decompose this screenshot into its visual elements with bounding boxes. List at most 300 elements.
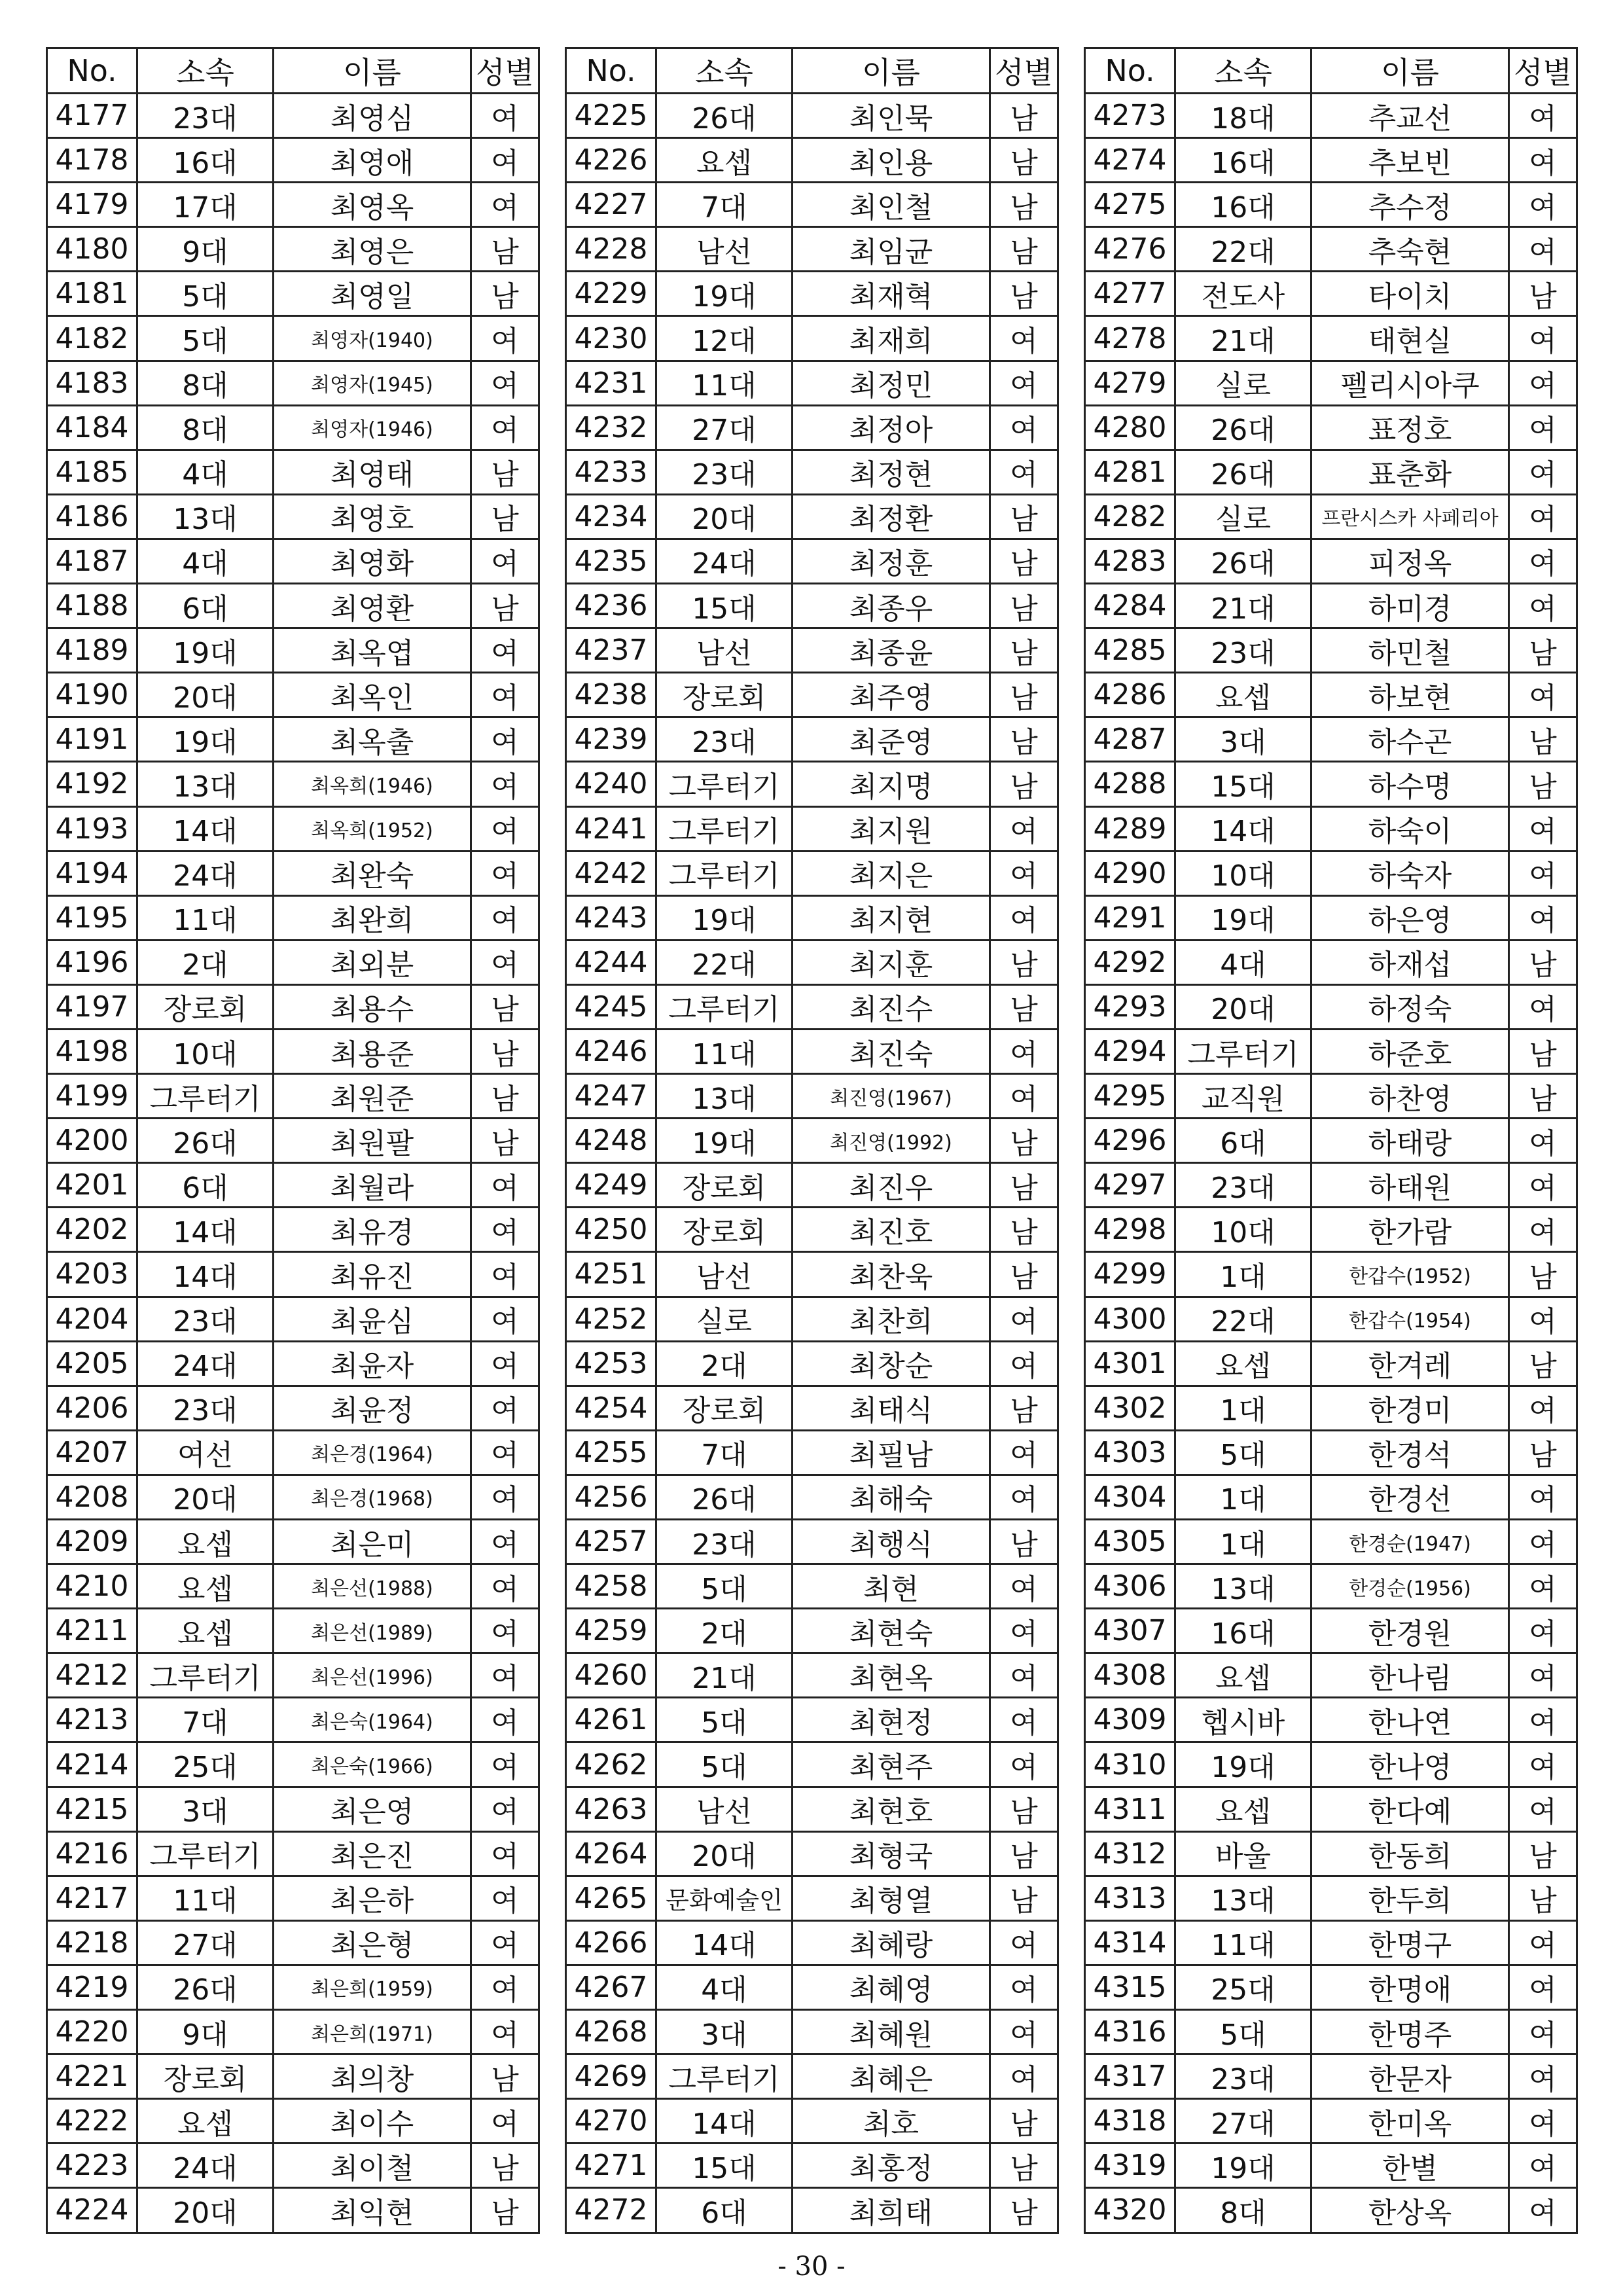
table-row — [1085, 1475, 1577, 1519]
table-row — [1085, 1831, 1577, 1876]
cell-gender: 여 — [1509, 227, 1577, 272]
cell-no: 4199 — [47, 1074, 137, 1119]
cell-no: 4229 — [566, 272, 656, 316]
cell-no: 4184 — [47, 405, 137, 450]
table-row — [47, 895, 539, 940]
cell-affiliation: 8대 — [137, 361, 274, 405]
cell-affiliation: 5대 — [137, 316, 274, 361]
cell-gender: 여 — [1509, 539, 1577, 583]
cell-no: 4294 — [1085, 1029, 1175, 1073]
cell-affiliation: 1대 — [1175, 1386, 1311, 1430]
cell-no: 4216 — [47, 1831, 137, 1876]
cell-affiliation: 14대 — [137, 806, 274, 851]
cell-affiliation: 15대 — [1175, 762, 1311, 806]
table-row — [1085, 1252, 1577, 1297]
cell-affiliation: 16대 — [1175, 138, 1311, 183]
cell-affiliation: 26대 — [137, 1119, 274, 1163]
table-row — [47, 361, 539, 405]
cell-gender: 여 — [990, 1475, 1058, 1519]
cell-no: 4253 — [566, 1341, 656, 1386]
table-row — [47, 2054, 539, 2099]
cell-affiliation: 11대 — [656, 1029, 793, 1073]
cell-name: 최지은 — [793, 851, 990, 895]
cell-no: 4231 — [566, 361, 656, 405]
cell-affiliation: 7대 — [656, 183, 793, 227]
cell-name: 최준영 — [793, 717, 990, 762]
cell-affiliation: 장로회 — [656, 1208, 793, 1252]
cell-no: 4243 — [566, 895, 656, 940]
cell-name: 한상옥 — [1311, 2188, 1509, 2233]
header-gender: 성별 — [990, 48, 1058, 94]
cell-gender: 남 — [1509, 1831, 1577, 1876]
cell-no: 4218 — [47, 1920, 137, 1965]
table-row — [1085, 2010, 1577, 2054]
cell-no: 4257 — [566, 1520, 656, 1564]
cell-affiliation: 남선 — [656, 227, 793, 272]
table-row — [1085, 539, 1577, 583]
cell-no: 4179 — [47, 183, 137, 227]
table-row — [566, 450, 1058, 494]
cell-affiliation: 25대 — [137, 1742, 274, 1787]
cell-gender: 여 — [471, 1742, 539, 1787]
cell-no: 4242 — [566, 851, 656, 895]
cell-name: 한명애 — [1311, 1965, 1509, 2009]
table-row — [566, 138, 1058, 183]
cell-no: 4268 — [566, 2010, 656, 2054]
table-row — [1085, 762, 1577, 806]
cell-gender: 여 — [471, 183, 539, 227]
cell-affiliation: 19대 — [656, 272, 793, 316]
cell-no: 4189 — [47, 628, 137, 673]
cell-name: 하숙자 — [1311, 851, 1509, 895]
cell-gender: 여 — [471, 628, 539, 673]
table-row — [566, 1430, 1058, 1475]
cell-affiliation: 24대 — [137, 851, 274, 895]
cell-name: 한갑수(1952) — [1311, 1252, 1509, 1297]
table-row — [566, 984, 1058, 1029]
cell-gender: 여 — [1509, 1520, 1577, 1564]
cell-affiliation: 11대 — [656, 361, 793, 405]
cell-gender: 남 — [471, 584, 539, 628]
cell-name: 최현 — [793, 1564, 990, 1609]
cell-no: 4178 — [47, 138, 137, 183]
cell-affiliation: 14대 — [137, 1252, 274, 1297]
cell-affiliation: 20대 — [656, 1831, 793, 1876]
cell-no: 4235 — [566, 539, 656, 583]
cell-no: 4215 — [47, 1787, 137, 1831]
table-row — [47, 1653, 539, 1698]
cell-gender: 여 — [990, 851, 1058, 895]
table-row — [1085, 806, 1577, 851]
cell-no: 4217 — [47, 1876, 137, 1920]
cell-affiliation: 그루터기 — [137, 1074, 274, 1119]
cell-affiliation: 20대 — [1175, 984, 1311, 1029]
cell-name: 최종우 — [793, 584, 990, 628]
cell-name: 최외분 — [274, 940, 471, 984]
cell-gender: 여 — [471, 94, 539, 138]
table-row — [47, 1386, 539, 1430]
cell-name: 하보현 — [1311, 673, 1509, 717]
cell-gender: 여 — [1509, 1787, 1577, 1831]
cell-name: 최필남 — [793, 1430, 990, 1475]
cell-no: 4177 — [47, 94, 137, 138]
cell-affiliation: 9대 — [137, 227, 274, 272]
cell-name: 최인철 — [793, 183, 990, 227]
cell-gender: 남 — [1509, 1341, 1577, 1386]
cell-gender: 여 — [1509, 1475, 1577, 1519]
table-row — [566, 1341, 1058, 1386]
cell-gender: 여 — [471, 1208, 539, 1252]
table-row — [1085, 1609, 1577, 1653]
cell-gender: 여 — [990, 1564, 1058, 1609]
cell-no: 4293 — [1085, 984, 1175, 1029]
cell-name: 최희태 — [793, 2188, 990, 2233]
cell-name: 최은숙(1966) — [274, 1742, 471, 1787]
cell-name: 최옥엽 — [274, 628, 471, 673]
cell-affiliation: 23대 — [656, 717, 793, 762]
table-row — [566, 1564, 1058, 1609]
cell-gender: 여 — [471, 1965, 539, 2009]
cell-affiliation: 요셉 — [137, 2099, 274, 2144]
cell-name: 최영일 — [274, 272, 471, 316]
table-row — [47, 405, 539, 450]
cell-gender: 여 — [990, 806, 1058, 851]
cell-no: 4251 — [566, 1252, 656, 1297]
member-table-1 — [46, 47, 540, 2234]
table-row — [566, 2054, 1058, 2099]
cell-no: 4318 — [1085, 2099, 1175, 2144]
cell-affiliation: 7대 — [656, 1430, 793, 1475]
cell-no: 4211 — [47, 1609, 137, 1653]
table-row — [1085, 1653, 1577, 1698]
cell-affiliation: 14대 — [656, 2099, 793, 2144]
cell-no: 4286 — [1085, 673, 1175, 717]
cell-no: 4300 — [1085, 1297, 1175, 1341]
cell-gender: 여 — [471, 1430, 539, 1475]
cell-name: 최은진 — [274, 1831, 471, 1876]
cell-name: 한별 — [1311, 2144, 1509, 2188]
cell-gender: 여 — [471, 1341, 539, 1386]
cell-name: 하숙이 — [1311, 806, 1509, 851]
cell-name: 표정호 — [1311, 405, 1509, 450]
cell-gender: 여 — [471, 1163, 539, 1208]
cell-affiliation: 5대 — [656, 1742, 793, 1787]
table-row — [566, 183, 1058, 227]
cell-no: 4208 — [47, 1475, 137, 1519]
cell-gender: 여 — [1509, 450, 1577, 494]
cell-name: 최형국 — [793, 1831, 990, 1876]
cell-gender: 남 — [990, 1252, 1058, 1297]
cell-affiliation: 19대 — [1175, 895, 1311, 940]
cell-name: 최영애 — [274, 138, 471, 183]
cell-name: 최옥희(1952) — [274, 806, 471, 851]
cell-no: 4213 — [47, 1698, 137, 1742]
cell-name: 최은선(1996) — [274, 1653, 471, 1698]
table-row — [47, 1163, 539, 1208]
header-name: 이름 — [793, 48, 990, 94]
cell-gender: 여 — [1509, 138, 1577, 183]
cell-name: 최영심 — [274, 94, 471, 138]
cell-no: 4255 — [566, 1430, 656, 1475]
cell-affiliation: 6대 — [137, 1163, 274, 1208]
cell-name: 하은영 — [1311, 895, 1509, 940]
table-row — [566, 628, 1058, 673]
cell-no: 4222 — [47, 2099, 137, 2144]
cell-affiliation: 6대 — [137, 584, 274, 628]
cell-affiliation: 21대 — [1175, 316, 1311, 361]
table-row — [47, 272, 539, 316]
table-row — [47, 1876, 539, 1920]
cell-gender: 여 — [1509, 2188, 1577, 2233]
cell-gender: 남 — [471, 2188, 539, 2233]
cell-affiliation: 19대 — [1175, 1742, 1311, 1787]
cell-name: 최지훈 — [793, 940, 990, 984]
cell-name: 최재희 — [793, 316, 990, 361]
cell-no: 4209 — [47, 1520, 137, 1564]
table-row — [47, 539, 539, 583]
table-row — [47, 1520, 539, 1564]
cell-affiliation: 장로회 — [137, 2054, 274, 2099]
cell-affiliation: 26대 — [656, 1475, 793, 1519]
table-row — [47, 1252, 539, 1297]
cell-affiliation: 14대 — [656, 1920, 793, 1965]
cell-affiliation: 27대 — [656, 405, 793, 450]
table-row — [566, 851, 1058, 895]
cell-no: 4190 — [47, 673, 137, 717]
cell-affiliation: 16대 — [1175, 183, 1311, 227]
table-row — [47, 806, 539, 851]
cell-name: 하민철 — [1311, 628, 1509, 673]
table-row — [566, 1475, 1058, 1519]
cell-name: 한미옥 — [1311, 2099, 1509, 2144]
cell-name: 한경선 — [1311, 1475, 1509, 1519]
cell-name: 최옥희(1946) — [274, 762, 471, 806]
cell-no: 4297 — [1085, 1163, 1175, 1208]
cell-no: 4241 — [566, 806, 656, 851]
table-row — [1085, 94, 1577, 138]
cell-no: 4193 — [47, 806, 137, 851]
cell-affiliation: 요셉 — [1175, 1787, 1311, 1831]
cell-gender: 여 — [990, 1074, 1058, 1119]
cell-name: 최은숙(1964) — [274, 1698, 471, 1742]
cell-no: 4247 — [566, 1074, 656, 1119]
cell-name: 최영옥 — [274, 183, 471, 227]
cell-affiliation: 22대 — [1175, 1297, 1311, 1341]
cell-affiliation: 4대 — [137, 450, 274, 494]
cell-gender: 여 — [471, 1609, 539, 1653]
cell-gender: 남 — [990, 227, 1058, 272]
cell-gender: 여 — [1509, 1965, 1577, 2009]
cell-no: 4245 — [566, 984, 656, 1029]
table-row — [566, 361, 1058, 405]
cell-affiliation: 22대 — [656, 940, 793, 984]
cell-affiliation: 요셉 — [137, 1609, 274, 1653]
cell-gender: 남 — [471, 227, 539, 272]
cell-no: 4291 — [1085, 895, 1175, 940]
cell-no: 4221 — [47, 2054, 137, 2099]
table-row — [47, 762, 539, 806]
table-row — [566, 1742, 1058, 1787]
table-row — [566, 1698, 1058, 1742]
cell-gender: 남 — [1509, 762, 1577, 806]
cell-no: 4308 — [1085, 1653, 1175, 1698]
table-row — [47, 1831, 539, 1876]
table-row — [1085, 984, 1577, 1029]
cell-affiliation: 3대 — [137, 1787, 274, 1831]
cell-no: 4232 — [566, 405, 656, 450]
cell-no: 4285 — [1085, 628, 1175, 673]
cell-name: 태현실 — [1311, 316, 1509, 361]
cell-name: 최현주 — [793, 1742, 990, 1787]
cell-no: 4230 — [566, 316, 656, 361]
cell-name: 최홍정 — [793, 2144, 990, 2188]
table-row — [47, 851, 539, 895]
table-row — [47, 1787, 539, 1831]
cell-gender: 남 — [990, 1876, 1058, 1920]
cell-no: 4246 — [566, 1029, 656, 1073]
cell-gender: 여 — [471, 1876, 539, 1920]
cell-no: 4312 — [1085, 1831, 1175, 1876]
cell-gender: 남 — [990, 1520, 1058, 1564]
table-row — [47, 1430, 539, 1475]
table-row — [566, 1520, 1058, 1564]
cell-affiliation: 13대 — [656, 1074, 793, 1119]
table-row — [566, 806, 1058, 851]
cell-affiliation: 그루터기 — [1175, 1029, 1311, 1073]
cell-gender: 여 — [990, 1297, 1058, 1341]
cell-gender: 여 — [471, 1520, 539, 1564]
cell-name: 최익현 — [274, 2188, 471, 2233]
table-row — [47, 584, 539, 628]
cell-name: 최의창 — [274, 2054, 471, 2099]
cell-gender: 남 — [990, 940, 1058, 984]
cell-name: 추수정 — [1311, 183, 1509, 227]
cell-name: 한겨레 — [1311, 1341, 1509, 1386]
cell-gender: 여 — [1509, 316, 1577, 361]
table-row — [47, 2144, 539, 2188]
cell-no: 4314 — [1085, 1920, 1175, 1965]
table-row — [1085, 450, 1577, 494]
cell-no: 4299 — [1085, 1252, 1175, 1297]
cell-gender: 여 — [990, 1653, 1058, 1698]
cell-name: 최이수 — [274, 2099, 471, 2144]
cell-gender: 남 — [990, 272, 1058, 316]
cell-affiliation: 20대 — [656, 494, 793, 539]
cell-name: 하찬영 — [1311, 1074, 1509, 1119]
table-row — [1085, 361, 1577, 405]
cell-gender: 남 — [990, 1787, 1058, 1831]
table-row — [1085, 851, 1577, 895]
cell-name: 하준호 — [1311, 1029, 1509, 1073]
cell-name: 최정아 — [793, 405, 990, 450]
cell-affiliation: 11대 — [137, 895, 274, 940]
cell-gender: 여 — [1509, 361, 1577, 405]
cell-gender: 여 — [471, 1653, 539, 1698]
cell-gender: 여 — [471, 717, 539, 762]
cell-affiliation: 그루터기 — [137, 1653, 274, 1698]
cell-affiliation: 19대 — [656, 1119, 793, 1163]
cell-affiliation: 그루터기 — [656, 806, 793, 851]
table-row — [1085, 628, 1577, 673]
cell-affiliation: 요셉 — [137, 1564, 274, 1609]
table-row — [1085, 1876, 1577, 1920]
cell-gender: 여 — [471, 895, 539, 940]
table-row — [47, 673, 539, 717]
cell-no: 4263 — [566, 1787, 656, 1831]
cell-no: 4259 — [566, 1609, 656, 1653]
cell-name: 표춘화 — [1311, 450, 1509, 494]
table-row — [47, 1341, 539, 1386]
cell-affiliation: 10대 — [1175, 851, 1311, 895]
table-row — [1085, 673, 1577, 717]
cell-name: 최영화 — [274, 539, 471, 583]
cell-no: 4283 — [1085, 539, 1175, 583]
table-row — [1085, 2054, 1577, 2099]
cell-name: 추보빈 — [1311, 138, 1509, 183]
cell-name: 최인묵 — [793, 94, 990, 138]
cell-gender: 여 — [471, 138, 539, 183]
cell-gender: 남 — [471, 1119, 539, 1163]
cell-affiliation: 13대 — [1175, 1876, 1311, 1920]
cell-name: 최혜영 — [793, 1965, 990, 2009]
cell-gender: 여 — [1509, 1163, 1577, 1208]
table-row — [47, 1074, 539, 1119]
cell-no: 4238 — [566, 673, 656, 717]
cell-gender: 여 — [990, 1609, 1058, 1653]
cell-affiliation: 26대 — [656, 94, 793, 138]
cell-affiliation: 16대 — [137, 138, 274, 183]
table-row — [47, 1475, 539, 1519]
cell-gender: 남 — [990, 673, 1058, 717]
cell-no: 4309 — [1085, 1698, 1175, 1742]
cell-no: 4205 — [47, 1341, 137, 1386]
cell-gender: 여 — [990, 1965, 1058, 2009]
cell-name: 최윤자 — [274, 1341, 471, 1386]
cell-no: 4180 — [47, 227, 137, 272]
cell-no: 4277 — [1085, 272, 1175, 316]
cell-no: 4260 — [566, 1653, 656, 1698]
cell-gender: 남 — [990, 1119, 1058, 1163]
cell-affiliation: 4대 — [137, 539, 274, 583]
cell-name: 최은선(1988) — [274, 1564, 471, 1609]
table-row — [47, 183, 539, 227]
cell-affiliation: 16대 — [1175, 1609, 1311, 1653]
cell-gender: 여 — [990, 1430, 1058, 1475]
table-row — [566, 1074, 1058, 1119]
cell-name: 최혜랑 — [793, 1920, 990, 1965]
table-row — [1085, 584, 1577, 628]
header-no: No. — [566, 48, 656, 94]
table-row — [566, 1297, 1058, 1341]
table-row — [1085, 1965, 1577, 2009]
cell-no: 4261 — [566, 1698, 656, 1742]
cell-name: 최진숙 — [793, 1029, 990, 1073]
header-affiliation: 소속 — [656, 48, 793, 94]
cell-name: 타이치 — [1311, 272, 1509, 316]
cell-gender: 여 — [1509, 984, 1577, 1029]
cell-gender: 남 — [471, 1029, 539, 1073]
cell-gender: 여 — [990, 1698, 1058, 1742]
cell-gender: 여 — [1509, 1920, 1577, 1965]
cell-no: 4270 — [566, 2099, 656, 2144]
cell-name: 하태랑 — [1311, 1119, 1509, 1163]
cell-no: 4249 — [566, 1163, 656, 1208]
cell-no: 4187 — [47, 539, 137, 583]
cell-affiliation: 8대 — [137, 405, 274, 450]
cell-affiliation: 1대 — [1175, 1252, 1311, 1297]
table-row — [566, 2099, 1058, 2144]
cell-gender: 남 — [1509, 628, 1577, 673]
